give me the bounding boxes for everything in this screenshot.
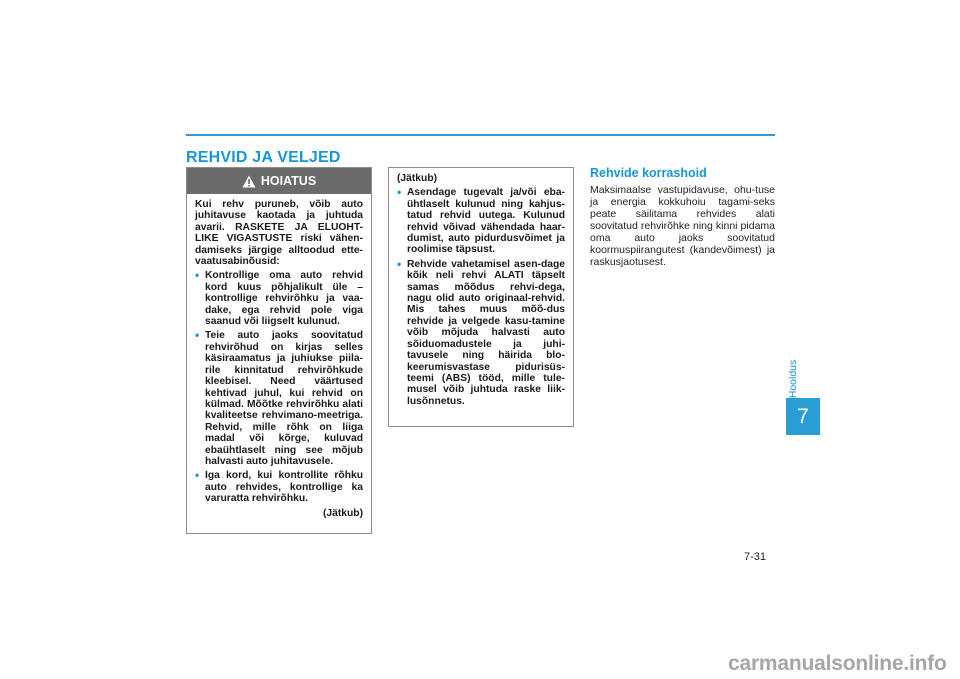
warning-body [187, 194, 371, 519]
care-text: Maksimaalse vastupidavuse, ohu-tuse ja energia kokkuhoiu tagami-seks peate säilitama rehvides alati soovitatud rehvirõhke ning kinni pidama oma auto jaoks soovitatud koormuspiirangutest (kandevõimest) ja raskusjaotusest. [590, 184, 775, 268]
warning-triangle-icon [242, 175, 256, 188]
continued-note: (Jätkub) [322, 507, 363, 519]
continued-list [397, 187, 565, 407]
bullet-dot-icon: • [397, 185, 402, 200]
continued-header: (Jätkub) [397, 173, 438, 184]
warning-list [195, 270, 363, 504]
warning-item: • Kontrollige oma auto rehvid kord kuus põhjalikult üle – kontrollige rehvirõhku ja vaa-dake, ega rehvid pole viga saanud või liigselt kulunud. [195, 268, 363, 328]
warning-box [186, 167, 372, 534]
warning-item: • Teie auto jaoks soovitatud rehvirõhud on kirjas selles käsiraamatus ja juhiukse piila-rile kinnitatud rehvirõhkude kleebisel. Need väärtused kehtivad juhul, kui rehvid on külmad. Mõõtke rehvirõhku alati kvaliteetse rehvimano-meetriga. Rehvid, mille rõhk on liiga madal või kõrge, kuluvad ebaühtlaselt ning see mõjub halvasti auto juhitavusele. [195, 328, 363, 467]
chapter-label: Hooldus [787, 359, 799, 399]
continued-item: • Rehvide vahetamisel asen-dage kõik neli rehvi ALATI täpselt samas mõõdus rehvi-dega, nagu olid auto originaal-rehvid. Mis tahes muus mõõ-dus rehvide ja velgede kasu-tamine võib mõjuda halvasti auto sõiduomadustele ja juhi-tavusele ning häirida blo-keerumisvastase pidurisüs-teemi (ABS) tööd, mille tule-musel võib juhtuda raske liik-lusõnnetus. [397, 256, 565, 407]
bullet-dot-icon: • [195, 268, 200, 283]
warning-label: HOIATUS [260, 174, 317, 188]
top-divider [186, 134, 775, 136]
chapter-tab: 7 [786, 398, 820, 435]
warning-header [187, 168, 371, 194]
bullet-dot-icon: • [397, 256, 402, 271]
care-title: Rehvide korrashoid [590, 166, 707, 180]
warning-item: • Iga kord, kui kontrollite rõhku auto rehvides, kontrollige ka varuratta rehvirõhku. [195, 468, 363, 505]
watermark: carmanualsonline.info [728, 652, 947, 675]
section-title: REHVID JA VELJED [186, 149, 341, 166]
warning-intro: Kui rehv puruneb, võib auto juhitavuse kaotada ja juhtuda avarii. RASKETE JA ELUOHT-LIKE VIGASTUSTE riski vähen-damiseks järgige alltoodud ette-vaatusabinõusid: [195, 199, 363, 268]
bullet-dot-icon: • [195, 468, 200, 483]
bullet-dot-icon: • [195, 328, 200, 343]
page-number: 7-31 [744, 551, 767, 563]
continued-item: • Asendage tugevalt ja/või eba-ühtlaselt kulunud ning kahjus-tatud rehvid uutega. Kulunud rehvid võivad vähendada haar-dumist, auto pidurdusvõimet ja roolimise täpsust. [397, 185, 565, 256]
continued-box [388, 167, 574, 427]
